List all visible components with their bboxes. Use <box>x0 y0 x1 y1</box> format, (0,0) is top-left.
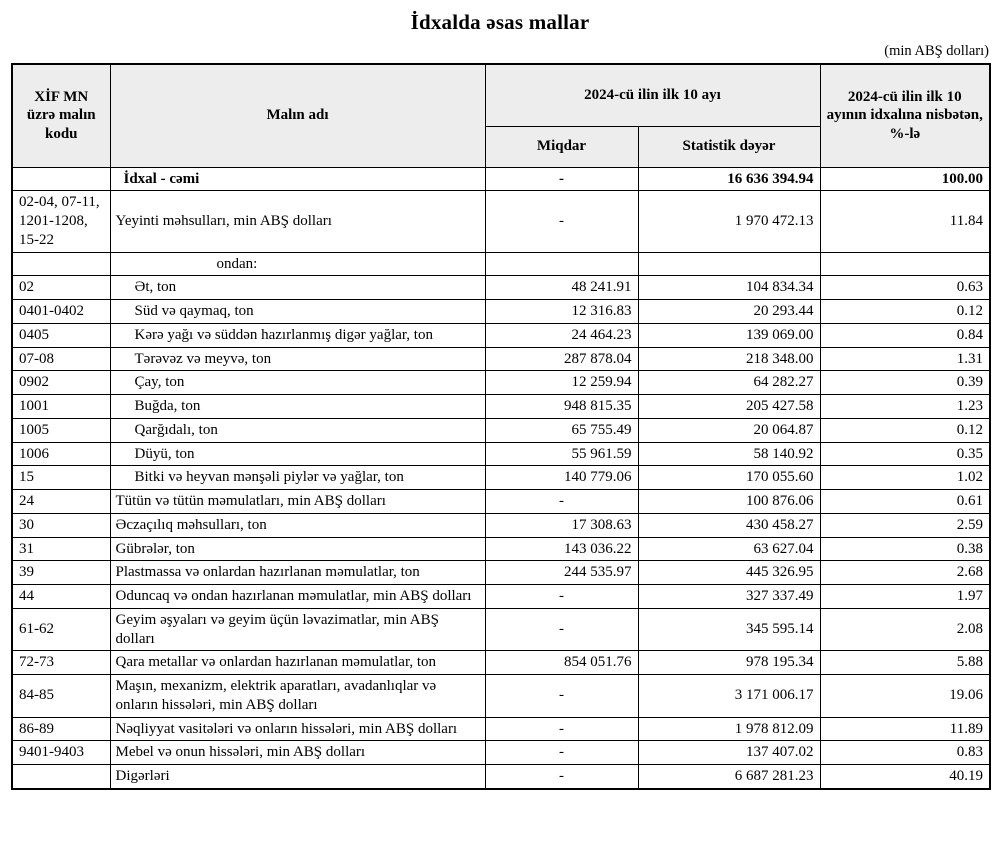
header-name: Malın adı <box>110 64 485 167</box>
value-cell: 327 337.49 <box>638 585 820 609</box>
code-cell: 72-73 <box>12 651 110 675</box>
name-cell: Geyim əşyaları və geyim üçün ləvazimatlar, min ABŞ dolları <box>110 608 485 651</box>
code-cell: 86-89 <box>12 717 110 741</box>
table-header <box>12 64 990 167</box>
name-cell: Oduncaq və ondan hazırlanan məmulatlar, min ABŞ dolları <box>110 585 485 609</box>
share-cell: 1.31 <box>820 347 990 371</box>
share-cell: 11.89 <box>820 717 990 741</box>
quantity-cell: 948 815.35 <box>485 395 638 419</box>
quantity-cell <box>485 252 638 276</box>
value-cell: 139 069.00 <box>638 323 820 347</box>
value-cell: 170 055.60 <box>638 466 820 490</box>
share-cell: 100.00 <box>820 167 990 191</box>
share-cell: 1.23 <box>820 395 990 419</box>
share-cell: 2.08 <box>820 608 990 651</box>
name-cell: ondan: <box>110 252 485 276</box>
table-row <box>12 651 990 675</box>
quantity-cell: - <box>485 167 638 191</box>
value-cell: 6 687 281.23 <box>638 765 820 789</box>
table-row <box>12 252 990 276</box>
quantity-cell: - <box>485 490 638 514</box>
share-cell: 40.19 <box>820 765 990 789</box>
value-cell: 58 140.92 <box>638 442 820 466</box>
share-cell: 19.06 <box>820 675 990 718</box>
share-cell: 0.38 <box>820 537 990 561</box>
share-cell: 0.12 <box>820 418 990 442</box>
code-cell: 30 <box>12 513 110 537</box>
value-cell: 345 595.14 <box>638 608 820 651</box>
table-row <box>12 675 990 718</box>
code-cell: 1005 <box>12 418 110 442</box>
share-cell: 5.88 <box>820 651 990 675</box>
code-cell: 1006 <box>12 442 110 466</box>
name-cell: Yeyinti məhsulları, min ABŞ dolları <box>110 191 485 252</box>
quantity-cell: - <box>485 585 638 609</box>
code-cell: 24 <box>12 490 110 514</box>
share-cell: 2.59 <box>820 513 990 537</box>
code-cell <box>12 252 110 276</box>
quantity-cell: 854 051.76 <box>485 651 638 675</box>
value-cell: 104 834.34 <box>638 276 820 300</box>
value-cell: 445 326.95 <box>638 561 820 585</box>
header-row-1 <box>12 64 990 126</box>
share-cell: 1.97 <box>820 585 990 609</box>
code-cell: 9401-9403 <box>12 741 110 765</box>
code-cell: 84-85 <box>12 675 110 718</box>
table-row <box>12 513 990 537</box>
quantity-cell: 65 755.49 <box>485 418 638 442</box>
table-row <box>12 418 990 442</box>
name-cell: İdxal - cəmi <box>110 167 485 191</box>
header-value: Statistik dəyər <box>638 126 820 167</box>
value-cell: 63 627.04 <box>638 537 820 561</box>
value-cell: 16 636 394.94 <box>638 167 820 191</box>
code-cell: 61-62 <box>12 608 110 651</box>
value-cell: 218 348.00 <box>638 347 820 371</box>
table-row <box>12 561 990 585</box>
quantity-cell: - <box>485 741 638 765</box>
quantity-cell: 287 878.04 <box>485 347 638 371</box>
table-row <box>12 442 990 466</box>
quantity-cell: - <box>485 717 638 741</box>
table-row <box>12 466 990 490</box>
table-row <box>12 585 990 609</box>
code-cell: 02-04, 07-11, 1201-1208, 15-22 <box>12 191 110 252</box>
header-period-group: 2024-cü ilin ilk 10 ayı <box>485 64 820 126</box>
code-cell <box>12 167 110 191</box>
unit-note: (min ABŞ dolları) <box>884 43 989 59</box>
name-cell: Qarğıdalı, ton <box>110 418 485 442</box>
quantity-cell: 12 316.83 <box>485 300 638 324</box>
table-row <box>12 765 990 789</box>
code-cell: 15 <box>12 466 110 490</box>
table-row <box>12 490 990 514</box>
header-code: XİF MN üzrə malın kodu <box>12 64 110 167</box>
quantity-cell: 24 464.23 <box>485 323 638 347</box>
quantity-cell: 143 036.22 <box>485 537 638 561</box>
table-row <box>12 323 990 347</box>
table-row <box>12 717 990 741</box>
page-title: İdxalda əsas mallar <box>410 10 590 34</box>
quantity-cell: 244 535.97 <box>485 561 638 585</box>
share-cell: 1.02 <box>820 466 990 490</box>
name-cell: Gübrələr, ton <box>110 537 485 561</box>
value-cell: 137 407.02 <box>638 741 820 765</box>
quantity-cell: - <box>485 608 638 651</box>
code-cell: 1001 <box>12 395 110 419</box>
header-share: 2024-cü ilin ilk 10 ayının idxalına nisbətən, %-lə <box>820 64 990 167</box>
table-row <box>12 167 990 191</box>
table-row <box>12 608 990 651</box>
code-cell: 39 <box>12 561 110 585</box>
share-cell: 2.68 <box>820 561 990 585</box>
share-cell: 0.39 <box>820 371 990 395</box>
code-cell: 0405 <box>12 323 110 347</box>
value-cell: 20 064.87 <box>638 418 820 442</box>
name-cell: Ət, ton <box>110 276 485 300</box>
code-cell: 0401-0402 <box>12 300 110 324</box>
table-row <box>12 395 990 419</box>
quantity-cell: 55 961.59 <box>485 442 638 466</box>
name-cell: Plastmassa və onlardan hazırlanan məmulatlar, ton <box>110 561 485 585</box>
quantity-cell: 48 241.91 <box>485 276 638 300</box>
name-cell: Nəqliyyat vasitələri və onların hissələri, min ABŞ dolları <box>110 717 485 741</box>
quantity-cell: - <box>485 765 638 789</box>
value-cell: 1 970 472.13 <box>638 191 820 252</box>
table-row <box>12 276 990 300</box>
table-row <box>12 537 990 561</box>
name-cell: Qara metallar və onlardan hazırlanan məmulatlar, ton <box>110 651 485 675</box>
table-row <box>12 300 990 324</box>
value-cell: 1 978 812.09 <box>638 717 820 741</box>
value-cell: 978 195.34 <box>638 651 820 675</box>
value-cell: 100 876.06 <box>638 490 820 514</box>
share-cell: 0.61 <box>820 490 990 514</box>
name-cell: Mebel və onun hissələri, min ABŞ dolları <box>110 741 485 765</box>
table-row <box>12 347 990 371</box>
table-body <box>12 167 990 789</box>
name-cell: Əczaçılıq məhsulları, ton <box>110 513 485 537</box>
share-cell: 0.35 <box>820 442 990 466</box>
code-cell <box>12 765 110 789</box>
table-row <box>12 741 990 765</box>
header-quantity: Miqdar <box>485 126 638 167</box>
value-cell: 64 282.27 <box>638 371 820 395</box>
share-cell: 0.83 <box>820 741 990 765</box>
code-cell: 0902 <box>12 371 110 395</box>
table-row <box>12 191 990 252</box>
code-cell: 31 <box>12 537 110 561</box>
share-cell: 11.84 <box>820 191 990 252</box>
name-cell: Süd və qaymaq, ton <box>110 300 485 324</box>
share-cell: 0.12 <box>820 300 990 324</box>
name-cell: Digərləri <box>110 765 485 789</box>
name-cell: Maşın, mexanizm, elektrik aparatları, avadanlıqlar və onların hissələri, min ABŞ dolları <box>110 675 485 718</box>
name-cell: Düyü, ton <box>110 442 485 466</box>
share-cell <box>820 252 990 276</box>
name-cell: Tütün və tütün məmulatları, min ABŞ dolları <box>110 490 485 514</box>
name-cell: Bitki və heyvan mənşəli piylər və yağlar, ton <box>110 466 485 490</box>
share-cell: 0.63 <box>820 276 990 300</box>
quantity-cell: 12 259.94 <box>485 371 638 395</box>
code-cell: 44 <box>12 585 110 609</box>
code-cell: 02 <box>12 276 110 300</box>
value-cell: 205 427.58 <box>638 395 820 419</box>
name-cell: Buğda, ton <box>110 395 485 419</box>
name-cell: Çay, ton <box>110 371 485 395</box>
quantity-cell: - <box>485 191 638 252</box>
code-cell: 07-08 <box>12 347 110 371</box>
share-cell: 0.84 <box>820 323 990 347</box>
value-cell: 3 171 006.17 <box>638 675 820 718</box>
table-row <box>12 371 990 395</box>
quantity-cell: - <box>485 675 638 718</box>
name-cell: Kərə yağı və süddən hazırlanmış digər yağlar, ton <box>110 323 485 347</box>
name-cell: Tərəvəz və meyvə, ton <box>110 347 485 371</box>
imports-table <box>11 63 991 790</box>
quantity-cell: 140 779.06 <box>485 466 638 490</box>
value-cell <box>638 252 820 276</box>
quantity-cell: 17 308.63 <box>485 513 638 537</box>
value-cell: 430 458.27 <box>638 513 820 537</box>
value-cell: 20 293.44 <box>638 300 820 324</box>
